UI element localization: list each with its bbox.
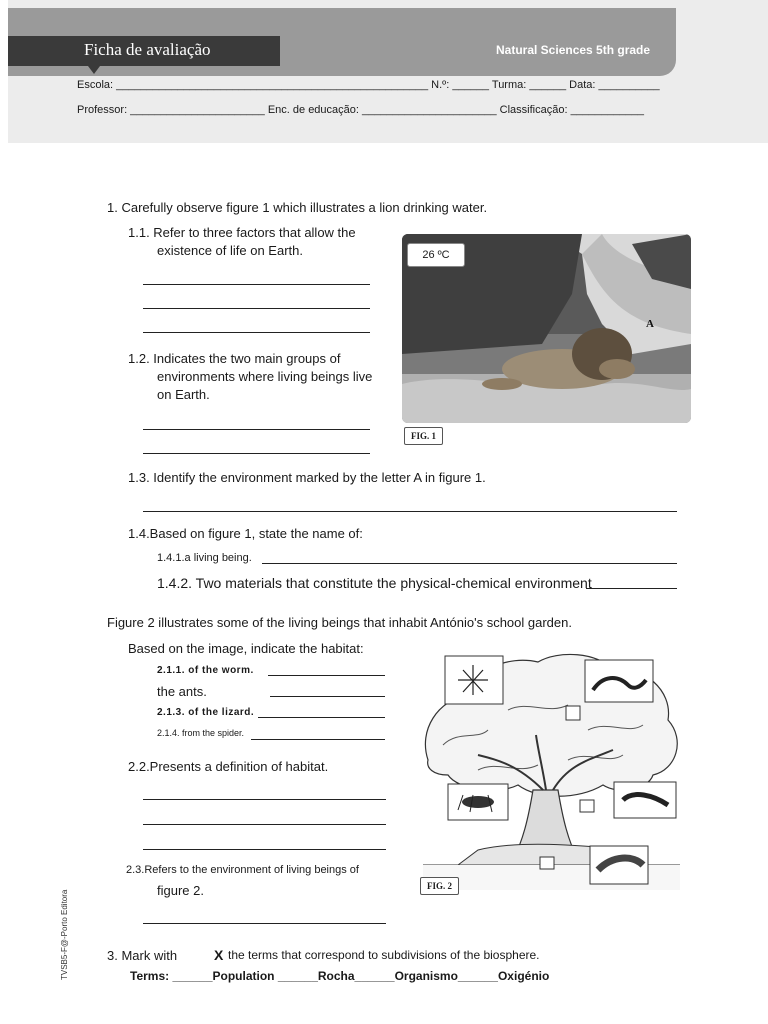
- answer-line[interactable]: [143, 824, 386, 825]
- mark-x-symbol: X: [214, 947, 224, 963]
- question-2-1-3: 2.1.3. of the lizard.: [157, 707, 255, 718]
- answer-line[interactable]: [270, 696, 385, 697]
- answer-line[interactable]: [143, 429, 370, 430]
- question-1-1-line1: 1.1. Refer to three factors that allow the: [128, 225, 356, 240]
- figure-2-label: FIG. 2: [420, 877, 459, 895]
- question-2-1-1: 2.1.1. of the worm.: [157, 665, 254, 676]
- question-3-text: the terms that correspond to subdivisions of the biosphere.: [228, 948, 540, 962]
- answer-line[interactable]: [143, 849, 386, 850]
- answer-line[interactable]: [143, 923, 386, 924]
- answer-line[interactable]: [143, 453, 370, 454]
- question-2-3-line2: figure 2.: [157, 883, 204, 898]
- answer-line[interactable]: [143, 332, 370, 333]
- question-2-3-line1: 2.3.Refers to the environment of living beings of: [126, 864, 359, 876]
- answer-line[interactable]: [143, 284, 370, 285]
- temperature-badge: 26 ºC: [407, 243, 465, 267]
- question-2-1-4: 2.1.4. from the spider.: [157, 728, 245, 738]
- answer-line[interactable]: [143, 799, 386, 800]
- question-1-2-line1: 1.2. Indicates the two main groups of: [128, 351, 341, 366]
- question-1-4: 1.4.Based on figure 1, state the name of:: [128, 526, 363, 541]
- answer-line[interactable]: [268, 675, 385, 676]
- answer-line[interactable]: [143, 511, 677, 512]
- worksheet-title: Ficha de avaliação: [8, 36, 280, 66]
- title-tab-pointer: [88, 66, 100, 74]
- answer-line[interactable]: [251, 739, 385, 740]
- question-1-4-1: 1.4.1.a living being.: [157, 552, 252, 564]
- question-2-1-prompt: Based on the image, indicate the habitat:: [128, 641, 364, 656]
- school-info-row: Escola: ___________________________________________________ N.º: ______ Turma: ______ Data: __________: [77, 79, 660, 91]
- answer-line[interactable]: [262, 563, 677, 564]
- question-1-2-line2: environments where living beings live: [157, 369, 373, 384]
- question-1-4-2: 1.4.2. Two materials that constitute the physical-chemical environment: [157, 575, 592, 591]
- question-2-2: 2.2.Presents a definition of habitat.: [128, 759, 329, 774]
- question-1-2-line3: on Earth.: [157, 387, 210, 402]
- school-garden-illustration: [418, 650, 686, 890]
- subject-label: Natural Sciences 5th grade: [496, 43, 651, 57]
- question-1-1-line2: existence of life on Earth.: [157, 243, 303, 258]
- answer-line[interactable]: [143, 308, 370, 309]
- answer-line[interactable]: [258, 717, 385, 718]
- question-2-1-2: the ants.: [157, 684, 207, 699]
- publisher-code: TVSB5-F@-Porto Editora: [60, 889, 69, 980]
- figure-1-label: FIG. 1: [404, 427, 443, 445]
- teacher-info-row: Professor: ______________________ Enc. de educação: ______________________ Classificação: ____________: [77, 104, 644, 116]
- question-1-3: 1.3. Identify the environment marked by the letter A in figure 1.: [128, 470, 486, 485]
- question-2-intro: Figure 2 illustrates some of the living beings that inhabit António's school garden.: [107, 615, 572, 630]
- answer-line[interactable]: [586, 588, 677, 589]
- question-1-intro: 1. Carefully observe figure 1 which illustrates a lion drinking water.: [107, 200, 488, 215]
- terms-list[interactable]: Terms: ______Population ______Rocha______Organismo______Oxigénio: [130, 969, 550, 983]
- environment-marker-a: A: [646, 318, 654, 330]
- question-3-prefix: 3. Mark with: [107, 948, 178, 963]
